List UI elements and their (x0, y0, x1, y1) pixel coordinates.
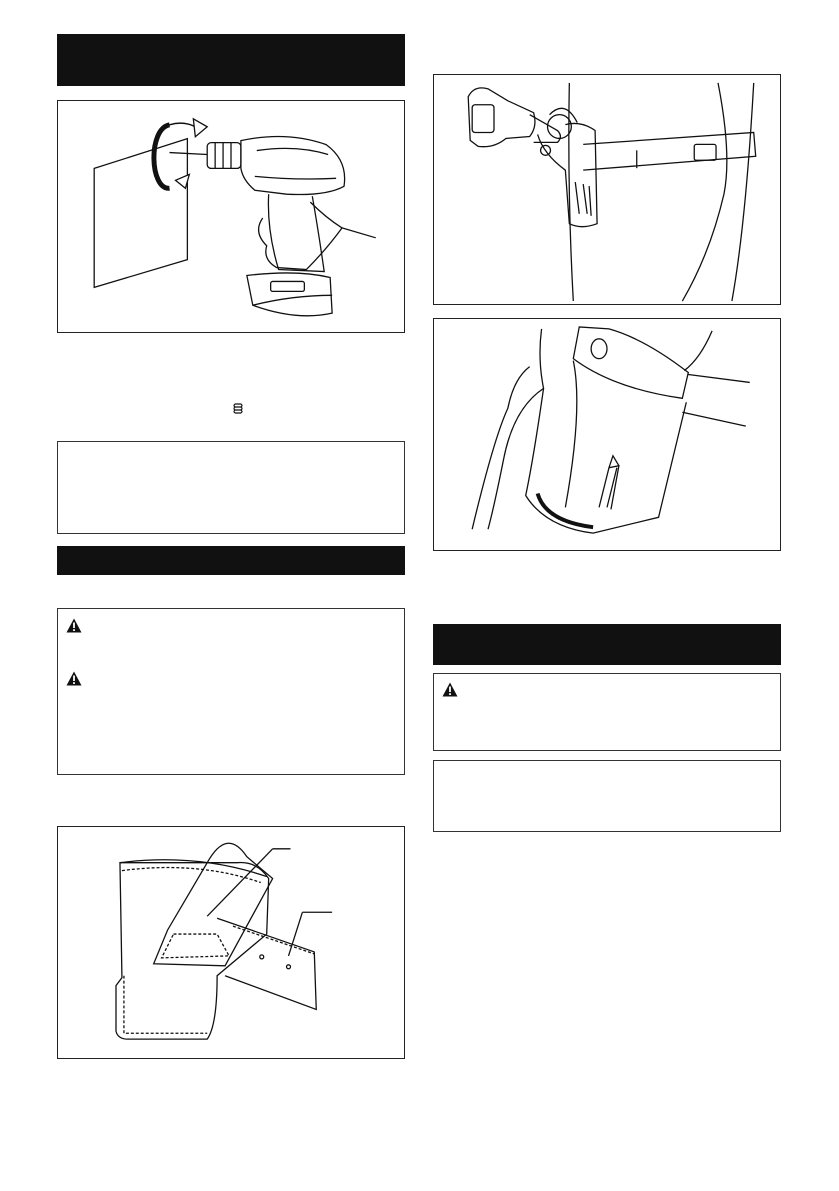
rotation-arc (154, 125, 170, 188)
belt-attach-illustration (58, 827, 404, 1058)
caution-box-1 (57, 608, 405, 775)
drill-clutch-figure (57, 100, 405, 333)
holster-detail-figure (433, 318, 781, 551)
holster-detail-illustration (434, 319, 780, 550)
section-header-bar-2 (57, 546, 405, 575)
belt-attach-figure (57, 826, 405, 1059)
workpiece-panel (94, 139, 187, 288)
warning-icon (66, 618, 82, 633)
drill-clutch-illustration (58, 101, 404, 332)
worn-holster-figure (433, 74, 781, 305)
worn-holster-illustration (434, 75, 780, 304)
warning-icon (66, 671, 82, 686)
note-box-2 (433, 760, 781, 832)
section-header-bar-3 (433, 624, 781, 665)
section-header-bar-1 (57, 34, 405, 86)
warning-icon (442, 682, 458, 697)
screw-symbol-icon (232, 402, 244, 416)
note-box-1 (57, 441, 405, 534)
caution-box-2 (433, 673, 781, 751)
